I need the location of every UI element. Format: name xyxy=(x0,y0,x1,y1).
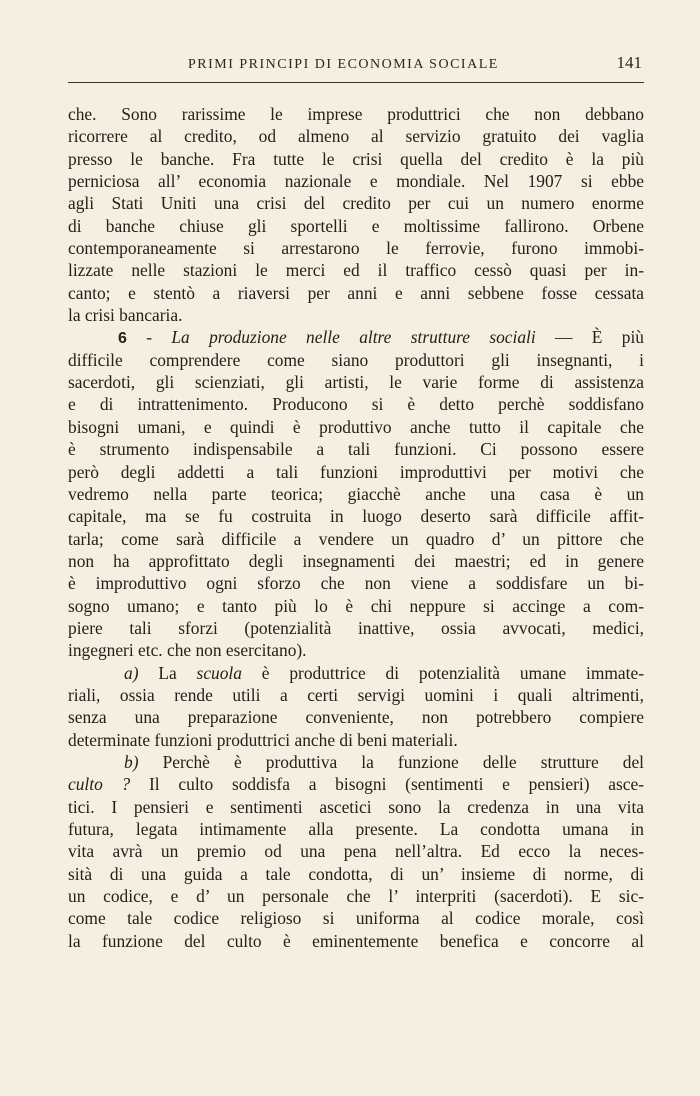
page-number: 141 xyxy=(616,53,642,72)
text-line: lizzate nelle stazioni le merci ed il traffico cessò quasi per in- xyxy=(68,260,644,281)
text-line: la crisi bancaria. xyxy=(68,305,183,326)
text-line: determinate funzioni produttrici anche di beni materiali. xyxy=(68,729,458,750)
text-line: bisogni umani, e quindi è produttivo anche tutto il capitale che xyxy=(68,416,644,437)
text-line: contemporaneamente si arrestarono le ferrovie, furono immobi- xyxy=(68,238,644,259)
text-line: piere tali sforzi (potenzialità inattive, ossia avvocati, medici, xyxy=(68,617,644,638)
subsection-a-term: scuola xyxy=(196,662,242,683)
text-line: sogno umano; e tanto più lo è chi neppure si accinge a com- xyxy=(68,595,644,616)
section-number: 6 xyxy=(118,330,127,348)
text-line: di banche chiuse gli sportelli e moltissime fallirono. Orbene xyxy=(68,215,644,236)
section-heading-line xyxy=(68,326,644,348)
section-title: La produzione nelle altre strutture sociali xyxy=(171,327,536,348)
text-line: difficile comprendere come siano produttori gli insegnanti, i xyxy=(68,349,644,370)
text-line: senza una preparazione conveniente, non potrebbero compiere xyxy=(68,707,644,728)
text-line: tarla; come sarà difficile a vendere un quadro d’ un pittore che xyxy=(68,528,644,549)
subsection-b-line xyxy=(68,751,644,773)
text-line: futura, legata intimamente alla presente. La condotta umana in xyxy=(68,819,644,839)
text-line: un codice, e d’ un personale che l’ interpriti (sacerdoti). E sic- xyxy=(68,886,644,907)
text-line: è improduttivo ogni sforzo che non viene a soddisfare un bi- xyxy=(68,573,644,594)
page-header xyxy=(68,54,644,83)
running-title: PRIMI PRINCIPI DI ECONOMIA SOCIALE xyxy=(188,57,499,72)
text-line: vita avrà un premio od una pena nell’altra. Ed ecco la neces- xyxy=(68,841,644,862)
text-line: però degli addetti a tali funzioni improduttivi per motivi che xyxy=(68,461,644,482)
text-line: e di intrattenimento. Producono si è detto perchè soddisfano xyxy=(68,394,644,415)
text-line: ingegneri etc. che non esercitano). xyxy=(68,640,307,661)
subsection-b-rest: Perchè è produttiva la funzione delle strutture del xyxy=(138,751,644,772)
subsection-b-label: b) xyxy=(124,751,139,772)
section-title-rest: — È più xyxy=(535,327,644,348)
subsection-a-pre: La xyxy=(138,662,197,683)
section-dash: - xyxy=(126,327,172,348)
text-line: è strumento indispensabile a tali funzioni. Ci possono essere xyxy=(68,439,644,460)
text-line: riali, ossia rende utili a certi servigi uomini i quali altrimenti, xyxy=(68,684,644,705)
text-line: che. Sono rarissime le imprese produttrici che non debbano xyxy=(68,104,644,124)
text-line: non ha approfittato degli insegnamenti dei maestri; ed in genere xyxy=(68,550,644,571)
text-line: tici. I pensieri e sentimenti ascetici sono la credenza in una vita xyxy=(68,796,644,817)
subsection-a-rest: è produttrice di potenzialità umane immate- xyxy=(241,662,644,683)
subsection-b-term: culto ? xyxy=(68,774,131,795)
subsection-a-label: a) xyxy=(124,662,139,683)
text-line: sacerdoti, gli scienziati, gli artisti, le varie forme di assistenza xyxy=(68,372,644,393)
text-line: come tale codice religioso si uniforma al codice morale, così xyxy=(68,908,644,929)
text-line: capitale, ma se fu costruita in luogo deserto sarà difficile affit- xyxy=(68,506,644,527)
text-line: sità di una guida a tale condotta, di un’ insieme di norme, di xyxy=(68,863,644,884)
text-line: canto; e stentò a riaversi per anni e anni sebbene fosse cessata xyxy=(68,282,644,303)
body-text xyxy=(68,103,644,952)
text-line: presso le banche. Fra tutte le crisi quella del credito è la più xyxy=(68,148,644,169)
subsection-a-line xyxy=(68,662,644,684)
subsection-b-line-2 xyxy=(68,773,644,795)
subsection-b-rest-2: Il culto soddisfa a bisogni (sentimenti e pensieri) asce- xyxy=(130,774,644,795)
text-line: perniciosa all’ economia nazionale e mondiale. Nel 1907 si ebbe xyxy=(68,171,644,192)
text-line: agli Stati Uniti una crisi del credito per cui un numero enorme xyxy=(68,193,644,214)
text-line: la funzione del culto è eminentemente benefica e concorre al xyxy=(68,930,644,951)
text-line: vedremo nella parte teorica; giacchè anche una casa è un xyxy=(68,483,644,504)
text-line: ricorrere al credito, od almeno al servizio gratuito dei vaglia xyxy=(68,126,644,147)
